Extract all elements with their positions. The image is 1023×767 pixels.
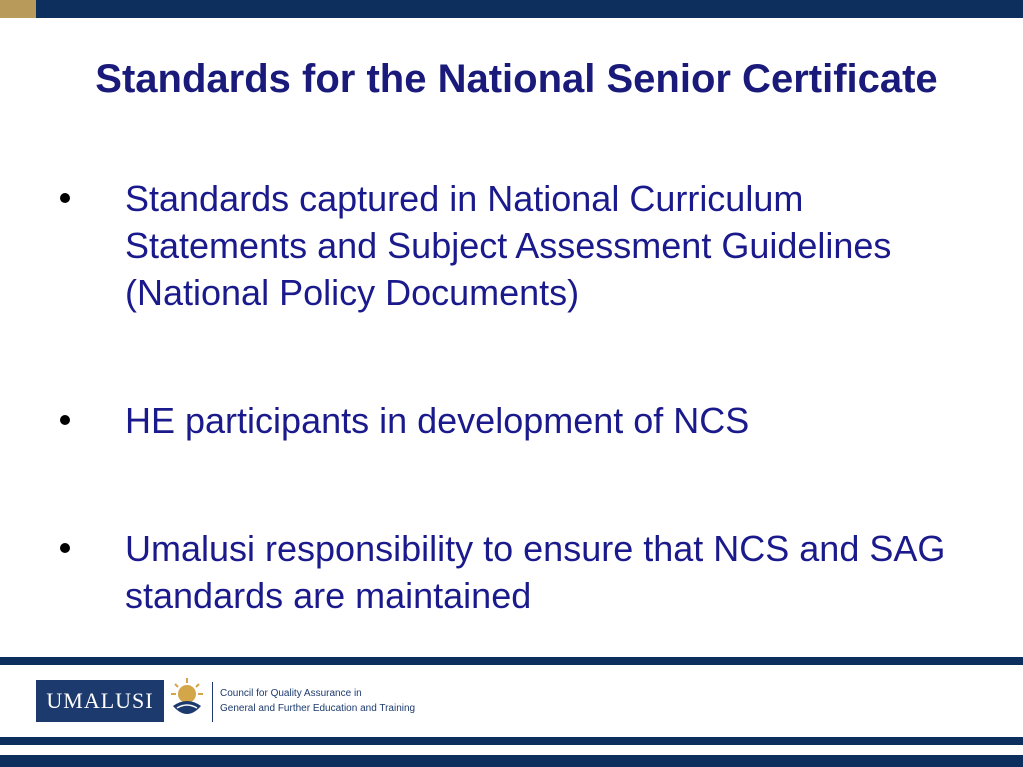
footer-base-bar xyxy=(0,755,1023,767)
organisation-tagline xyxy=(220,686,415,716)
slide-title: Standards for the National Senior Certificate xyxy=(95,57,938,101)
bullet-dot-icon xyxy=(60,415,70,425)
logo-divider xyxy=(212,682,213,722)
top-header-bar xyxy=(0,0,1023,18)
umalusi-logo: UMALUSI xyxy=(36,680,164,722)
tagline-line-2: General and Further Education and Training xyxy=(220,703,416,714)
tagline-line-1: Council for Quality Assurance in xyxy=(220,688,362,699)
footer-bottom-rule xyxy=(0,737,1023,745)
top-gold-accent xyxy=(0,0,36,18)
bullet-text: Umalusi responsibility to ensure that NCS and SAG standards are maintained xyxy=(125,528,946,616)
footer-top-rule xyxy=(0,657,1023,665)
bullet-dot-icon xyxy=(60,193,70,203)
bullet-text: Standards captured in National Curriculum Statements and Subject Assessment Guidelines (National Policy Documents) xyxy=(125,178,892,313)
bullet-text: HE participants in development of NCS xyxy=(125,400,750,441)
umalusi-emblem-icon xyxy=(167,676,207,724)
bullet-dot-icon xyxy=(60,543,70,553)
